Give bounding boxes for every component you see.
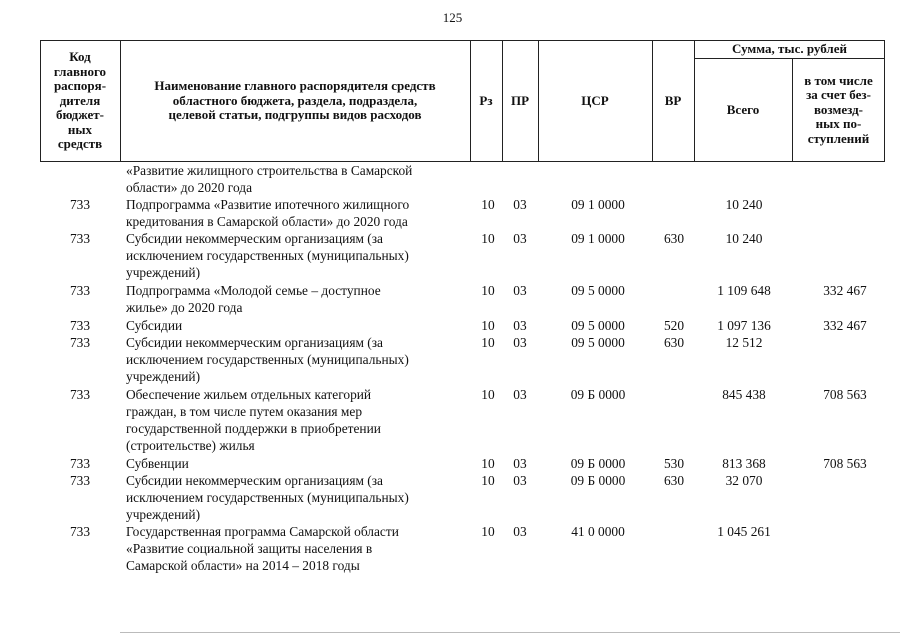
header-rz: Рз	[479, 92, 493, 108]
row-code: 733	[69, 283, 91, 298]
row-code: 733	[69, 318, 91, 333]
row-vr: 530	[663, 456, 685, 471]
row-name: Государственная программа Самарской области «Развитие социальной защиты населения в Самарской области» на 2014 – 2018 годы	[126, 524, 399, 573]
row-total: 845 438	[722, 387, 766, 402]
row-rz: 10	[481, 318, 495, 333]
row-csr: 09 Б 0000	[570, 387, 626, 402]
row-code: 733	[69, 231, 91, 246]
row-name: Субвенции	[126, 456, 189, 471]
row-total: 12 512	[725, 335, 763, 350]
row-vr: 630	[663, 473, 685, 488]
row-csr: 09 1 0000	[571, 197, 625, 212]
row-name: Субсидии	[126, 318, 183, 333]
row-pr: 03	[513, 387, 527, 402]
row-total: 1 097 136	[717, 318, 771, 333]
row-code: 733	[69, 456, 91, 471]
row-name: Субсидии некоммерческим организациям (за исключением государственных (муниципальных) учреждений)	[126, 473, 409, 522]
row-pr: 03	[513, 456, 527, 471]
row-total: 32 070	[725, 473, 763, 488]
row-csr: 09 1 0000	[571, 231, 625, 246]
row-rz: 10	[481, 283, 495, 298]
row-rz: 10	[481, 231, 495, 246]
row-code: 733	[69, 524, 91, 539]
row-pr: 03	[513, 197, 527, 212]
row-name: Обеспечение жильем отдельных категорий граждан, в том числе путем оказания мер государственной поддержки в приобретении (строительстве) жилья	[126, 387, 381, 453]
row-vr: 630	[663, 231, 685, 246]
page-number: 125	[442, 10, 463, 25]
row-pr: 03	[513, 231, 527, 246]
page-bottom-rule	[120, 632, 900, 633]
row-csr: 09 5 0000	[571, 335, 625, 350]
row-name: Подпрограмма «Развитие ипотечного жилищного кредитования в Самарской области» до 2020 года	[126, 197, 410, 229]
row-pr: 03	[513, 473, 527, 488]
row-csr: 09 5 0000	[571, 318, 625, 333]
header-name: Наименование главного распорядителя средств областного бюджета, раздела, подраздела, целевой статьи, подгруппы видов расходов	[154, 78, 436, 123]
row-pr: 03	[513, 318, 527, 333]
row-pr: 03	[513, 283, 527, 298]
header-total: Всего	[726, 101, 760, 117]
row-total: 10 240	[725, 197, 763, 212]
row-incl: 708 563	[823, 456, 867, 471]
header-incl: в том числе за счет без- возмезд- ных по- ступлений	[804, 72, 873, 146]
row-rz: 10	[481, 456, 495, 471]
row-csr: 09 Б 0000	[570, 473, 626, 488]
row-rz: 10	[481, 473, 495, 488]
row-code: 733	[69, 387, 91, 402]
row-code: 733	[69, 473, 91, 488]
row-rz: 10	[481, 197, 495, 212]
row-total: 1 109 648	[717, 283, 771, 298]
header-pr: ПР	[510, 92, 530, 108]
row-incl: 332 467	[823, 283, 867, 298]
row-rz: 10	[481, 335, 495, 350]
row-name: Подпрограмма «Молодой семье – доступное жилье» до 2020 года	[126, 283, 381, 315]
header-sum: Сумма, тыс. рублей	[732, 40, 847, 56]
row-rz: 10	[481, 387, 495, 402]
row-total: 10 240	[725, 231, 763, 246]
row-pr: 03	[513, 335, 527, 350]
row-total: 813 368	[722, 456, 766, 471]
row-pr: 03	[513, 524, 527, 539]
row-rz: 10	[481, 524, 495, 539]
row-name: «Развитие жилищного строительства в Самарской области» до 2020 года	[126, 163, 413, 195]
row-incl: 332 467	[823, 318, 867, 333]
row-name: Субсидии некоммерческим организациям (за исключением государственных (муниципальных) учреждений)	[126, 335, 409, 384]
row-code: 733	[69, 335, 91, 350]
header-vr: ВР	[664, 92, 682, 108]
header-code: Код главного распоря- дителя бюджет- ных средств	[53, 49, 107, 152]
row-csr: 41 0 0000	[571, 524, 625, 539]
row-name: Субсидии некоммерческим организациям (за исключением государственных (муниципальных) учреждений)	[126, 231, 409, 280]
row-csr: 09 5 0000	[571, 283, 625, 298]
row-total: 1 045 261	[717, 524, 771, 539]
row-code: 733	[69, 197, 91, 212]
row-vr: 520	[663, 318, 685, 333]
header-csr: ЦСР	[581, 92, 609, 108]
row-incl: 708 563	[823, 387, 867, 402]
row-vr: 630	[663, 335, 685, 350]
row-csr: 09 Б 0000	[570, 456, 626, 471]
